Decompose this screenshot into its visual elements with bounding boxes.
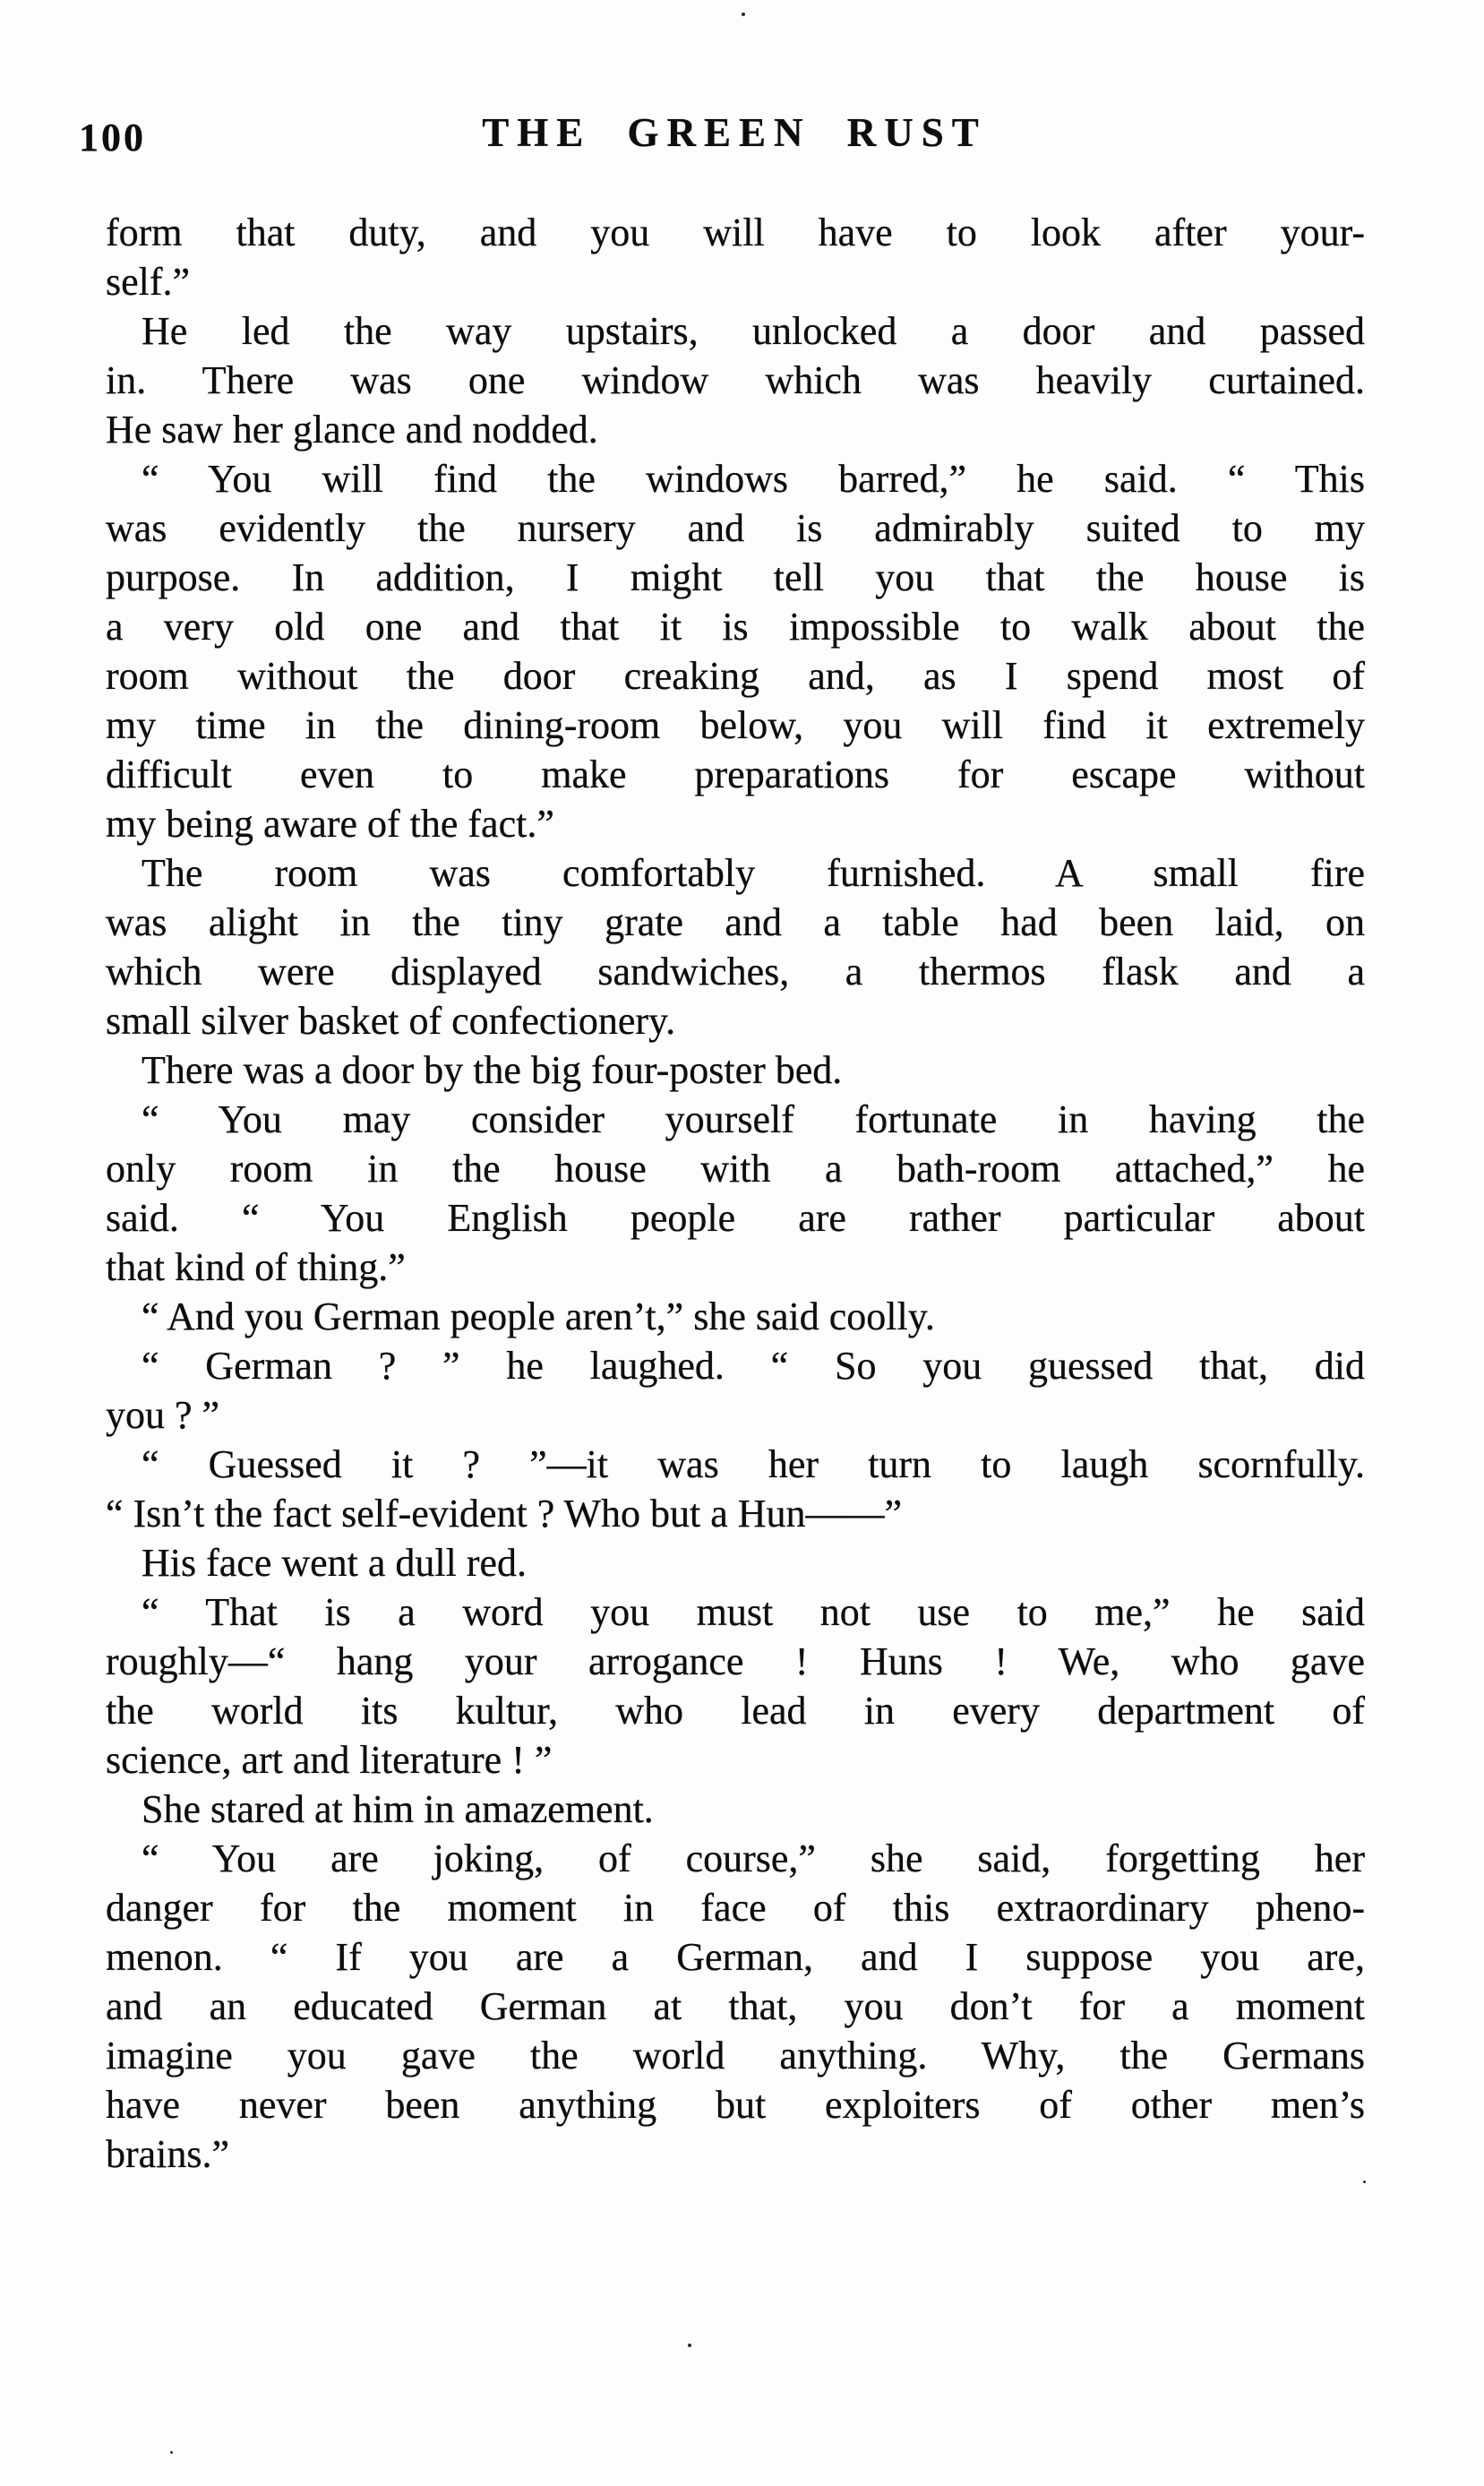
text-line: said. “ You English people are rather particular about	[106, 1196, 1365, 1240]
page-body	[106, 208, 1365, 2179]
text-line: have never been anything but exploiters of other men’s	[106, 2083, 1365, 2127]
text-line: room without the door creaking and, as I spend most of	[106, 654, 1365, 698]
text-line: was evidently the nursery and is admirably suited to my	[106, 506, 1365, 550]
scan-speck	[742, 13, 745, 16]
text-line: my time in the dining-room below, you will find it extremely	[106, 703, 1365, 747]
text-line: She stared at him in amazement.	[142, 1787, 654, 1831]
text-line: that kind of thing.”	[106, 1245, 406, 1289]
text-line: He saw her glance and nodded.	[106, 408, 598, 452]
text-line: and an educated German at that, you don’t for a moment	[106, 1984, 1365, 2028]
text-line: science, art and literature ! ”	[106, 1738, 553, 1782]
text-line: brains.”	[106, 2132, 230, 2176]
page-number: 100	[79, 116, 146, 159]
text-line: purpose. In addition, I might tell you that the house is	[106, 555, 1365, 599]
text-line: the world its kultur, who lead in every department of	[106, 1689, 1365, 1733]
text-line: only room in the house with a bath-room attached,” he	[106, 1147, 1365, 1191]
text-line: menon. “ If you are a German, and I suppose you are,	[106, 1935, 1365, 1979]
text-line: “ You are joking, of course,” she said, forgetting her	[142, 1837, 1365, 1880]
text-line: The room was comfortably furnished. A small fire	[142, 851, 1365, 895]
text-line: He led the way upstairs, unlocked a door and passed	[142, 309, 1365, 353]
text-line: a very old one and that it is impossible to walk about the	[106, 605, 1365, 649]
text-line: “ Isn’t the fact self-evident ? Who but a Hun——”	[106, 1492, 903, 1535]
text-line: “ Guessed it ? ”—it was her turn to laugh scornfully.	[142, 1442, 1365, 1486]
text-line: roughly—“ hang your arrogance ! Huns ! We, who gave	[106, 1639, 1365, 1683]
page-header	[79, 109, 1363, 172]
text-line: my being aware of the fact.”	[106, 802, 554, 846]
text-line: was alight in the tiny grate and a table had been laid, on	[106, 900, 1365, 944]
text-line: “ You may consider yourself fortunate in having the	[142, 1097, 1365, 1141]
text-line: His face went a dull red.	[142, 1541, 528, 1585]
text-line: difficult even to make preparations for escape without	[106, 753, 1365, 796]
text-line: “ German ? ” he laughed. “ So you guessed that, did	[142, 1344, 1365, 1388]
scan-speck	[170, 2451, 173, 2454]
text-line: “ You will find the windows barred,” he said. “ This	[142, 457, 1365, 501]
scan-speck	[1363, 2181, 1366, 2183]
text-line: small silver basket of confectionery.	[106, 999, 676, 1043]
text-line: “ That is a word you must not use to me,” he said	[142, 1590, 1365, 1634]
text-line: imagine you gave the world anything. Why, the Germans	[106, 2034, 1365, 2077]
text-line: you ? ”	[106, 1393, 220, 1437]
scan-speck	[688, 2344, 691, 2347]
text-line: form that duty, and you will have to look after your-	[106, 211, 1365, 254]
running-title: THE GREEN RUST	[482, 110, 987, 155]
text-line: “ And you German people aren’t,” she said coolly.	[142, 1295, 935, 1338]
text-line: which were displayed sandwiches, a thermos flask and a	[106, 950, 1365, 994]
text-line: self.”	[106, 260, 191, 304]
text-line: There was a door by the big four-poster bed.	[142, 1048, 843, 1092]
text-line: in. There was one window which was heavily curtained.	[106, 358, 1365, 402]
text-line: danger for the moment in face of this extraordinary pheno-	[106, 1886, 1365, 1930]
